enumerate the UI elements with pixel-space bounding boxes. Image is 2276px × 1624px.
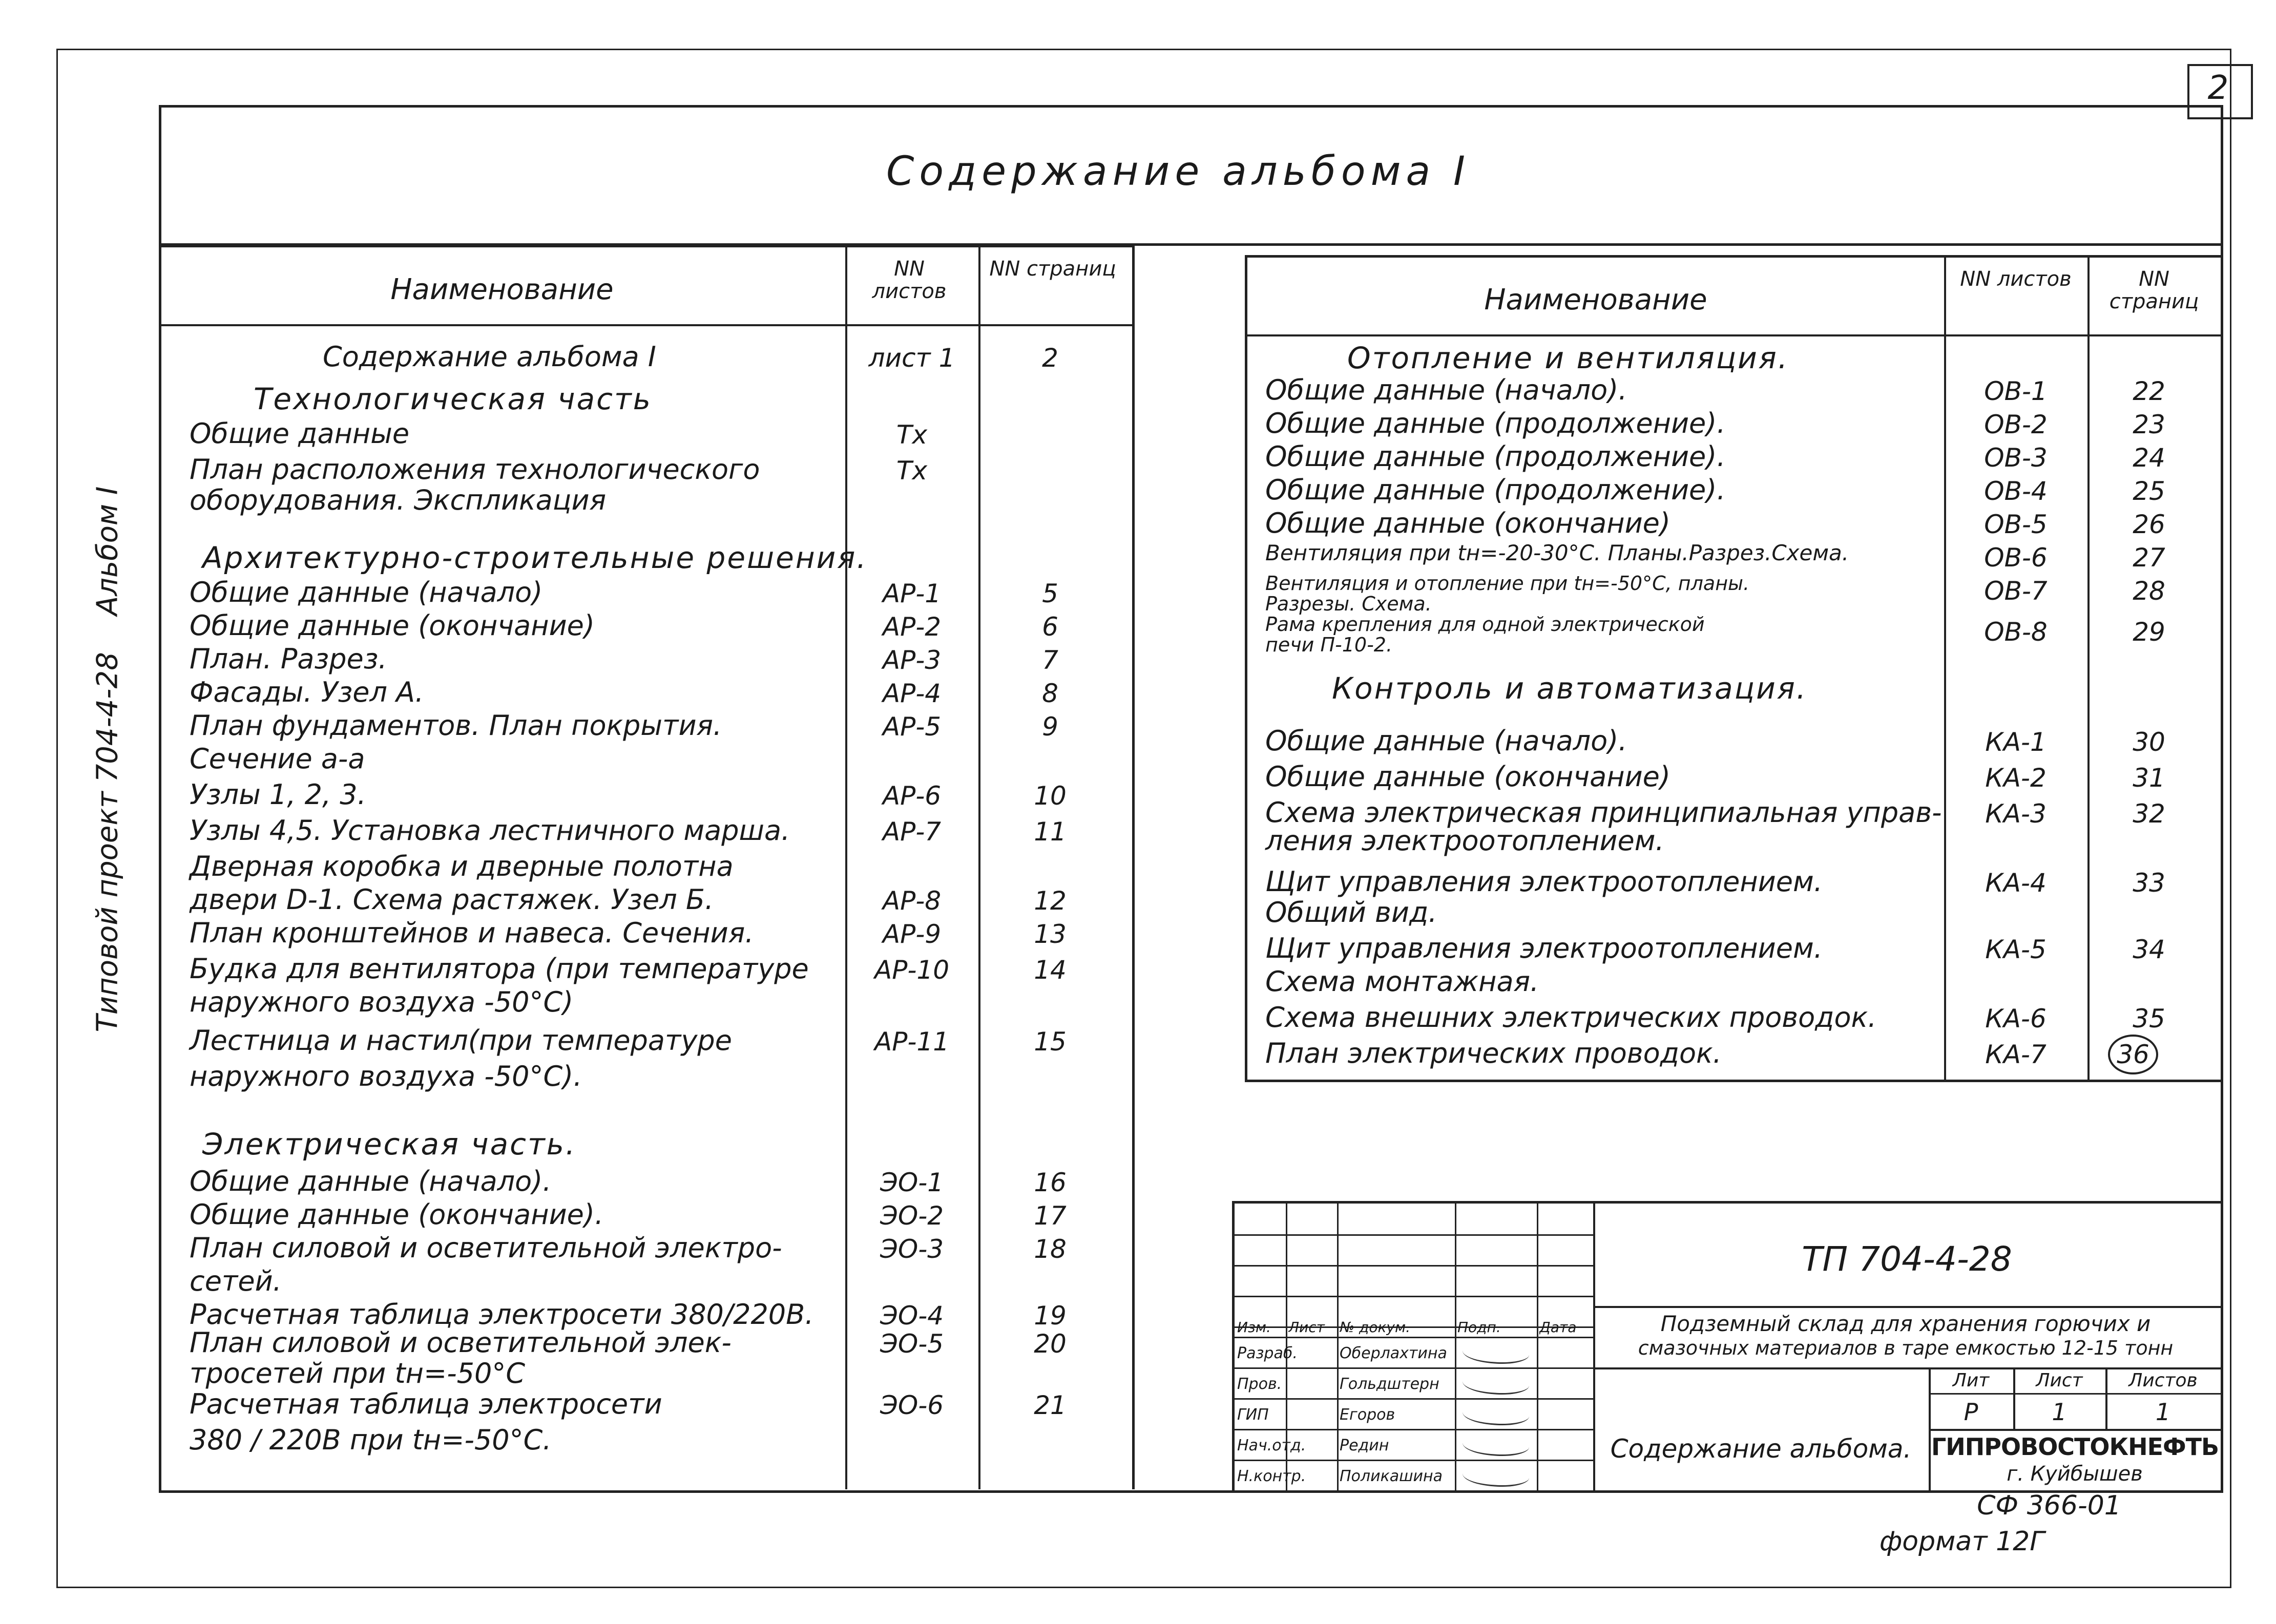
left-row-sheet: ЭО-4 xyxy=(880,1301,944,1331)
left-row-page: 7 xyxy=(1042,645,1058,675)
tb-person: Редин xyxy=(1340,1437,1389,1454)
right-row-page: 23 xyxy=(2133,410,2165,439)
left-section-heading: Архитектурно-строительные решения. xyxy=(202,540,868,575)
right-row-name: Схема внешних электрических проводок. xyxy=(1265,1001,1877,1034)
tb-h-org xyxy=(1929,1429,2221,1431)
left-row-name: Расчетная таблица электросети 380/220В. xyxy=(190,1298,814,1331)
left-row-page: 15 xyxy=(1034,1027,1067,1057)
left-row-name: Фасады. Узел А. xyxy=(190,676,424,708)
tb-v4 xyxy=(1537,1204,1538,1490)
right-row-page: 22 xyxy=(2133,376,2165,406)
left-row-page: 17 xyxy=(1034,1201,1067,1231)
right-row-sheet: КА-6 xyxy=(1985,1004,2047,1034)
right-row-sheet: ОВ-2 xyxy=(1984,410,2048,439)
tb-sheet: 1 xyxy=(2052,1398,2067,1426)
left-row-sheet: ЭО-3 xyxy=(880,1234,944,1264)
left-row-sheet: ЭО-1 xyxy=(880,1168,944,1197)
left-row-name: Общие данные (начало). xyxy=(190,1165,552,1197)
tb-stage: Р xyxy=(1964,1398,1978,1426)
left-row-sheet: АР-7 xyxy=(882,817,942,847)
right-section-heading: Контроль и автоматизация. xyxy=(1332,671,1808,706)
tb-col-header: № докум. xyxy=(1340,1319,1411,1336)
left-row-name: Расчетная таблица электросети xyxy=(190,1388,662,1420)
tb-h-name xyxy=(1593,1367,2221,1369)
right-row-page: 33 xyxy=(2133,868,2165,898)
tb-role: Нач.отд. xyxy=(1237,1437,1306,1454)
left-row-name: 380 / 220В при tн=-50°С. xyxy=(190,1424,552,1456)
tb-col-header: Дата xyxy=(1539,1319,1577,1336)
tb-sheets: 1 xyxy=(2155,1398,2171,1426)
tb-hline xyxy=(1235,1460,1593,1461)
right-row-name: Общие данные (начало). xyxy=(1265,725,1627,757)
tb-person: Поликашина xyxy=(1340,1467,1443,1485)
left-row-name: Общие данные xyxy=(190,417,410,450)
left-col-divider-1 xyxy=(845,247,847,1489)
tb-city: г. Куйбышев xyxy=(2007,1462,2143,1486)
left-row-sheet: АР-9 xyxy=(882,919,942,949)
left-row-name: План силовой и осветительной электро- xyxy=(190,1232,782,1264)
left-row-name: Общие данные (окончание). xyxy=(190,1198,604,1231)
left-row-name: Содержание альбома I xyxy=(323,341,656,373)
tb-org: ГИПРОВОСТОКНЕФТЬ xyxy=(1931,1433,2219,1461)
right-row-name: Общие данные (продолжение). xyxy=(1265,407,1726,439)
left-row-page: 20 xyxy=(1034,1329,1067,1359)
left-row-name: наружного воздуха -50°С). xyxy=(190,1060,582,1092)
left-row-sheet: ЭО-2 xyxy=(880,1201,944,1231)
right-row-sheet: ОВ-6 xyxy=(1984,543,2048,573)
left-row-name: План силовой и осветительной элек- xyxy=(190,1326,732,1359)
right-row-name: Схема электрическая принципиальная управ- xyxy=(1265,796,1942,829)
right-header-name: Наименование xyxy=(1484,283,1707,317)
left-row-name: оборудования. Экспликация xyxy=(190,484,607,516)
left-row-name: тросетей при tн=-50°С xyxy=(190,1357,526,1389)
right-row-sheet: ОВ-7 xyxy=(1984,576,2048,606)
tb-h-stage xyxy=(1929,1393,2221,1395)
tb-person: Егоров xyxy=(1340,1406,1395,1424)
left-row-page: 6 xyxy=(1042,612,1058,642)
tb-col-header: Лист xyxy=(1288,1319,1325,1336)
right-row-sheet: КА-1 xyxy=(1985,727,2047,757)
left-row-page: 11 xyxy=(1034,817,1067,847)
right-row-sheet: КА-2 xyxy=(1985,763,2047,793)
right-row-name: Схема монтажная. xyxy=(1265,965,1539,998)
right-header-line xyxy=(1247,334,2221,336)
right-row-page: 26 xyxy=(2133,510,2165,539)
left-row-sheet: АР-2 xyxy=(882,612,942,642)
right-row-page: 31 xyxy=(2133,763,2165,793)
right-row-name: Вентиляция и отопление при tн=-50°С, планы. xyxy=(1265,572,1750,595)
left-row-name: План кронштейнов и навеса. Сечения. xyxy=(190,917,754,949)
tb-person: Оберлахтина xyxy=(1340,1344,1447,1362)
right-row-name: Общие данные (окончание) xyxy=(1265,761,1671,793)
right-row-name: Щит управления электроотоплением. xyxy=(1265,866,1823,898)
tb-sheets-header: Листов xyxy=(2128,1370,2198,1391)
left-row-sheet: АР-8 xyxy=(882,886,942,916)
tb-col-header: Подп. xyxy=(1457,1319,1501,1336)
right-row-name: Общие данные (окончание) xyxy=(1265,507,1671,539)
tb-hline xyxy=(1235,1367,1593,1369)
left-header-pages: NN страниц xyxy=(989,257,1116,281)
right-row-page: 32 xyxy=(2133,799,2165,829)
right-header-pages: NN страниц xyxy=(2109,267,2199,313)
left-col-divider-2 xyxy=(978,247,980,1489)
right-row-page: 28 xyxy=(2133,576,2165,606)
tb-project-code: ТП 704-4-28 xyxy=(1802,1239,2012,1279)
right-row-sheet: ОВ-8 xyxy=(1984,617,2048,647)
left-section-heading: Технологическая часть xyxy=(254,382,652,416)
right-row-name: Общие данные (продолжение). xyxy=(1265,474,1726,506)
right-row-name: Рама крепления для одной электрической xyxy=(1265,613,1705,636)
left-row-sheet: АР-3 xyxy=(882,645,942,675)
tb-doc-title: Содержание альбома. xyxy=(1610,1434,1912,1464)
left-row-sheet: АР-11 xyxy=(874,1027,950,1057)
left-row-sheet: лист 1 xyxy=(868,343,955,373)
right-row-name: Общие данные (продолжение). xyxy=(1265,440,1726,473)
right-header-sheets: NN листов xyxy=(1960,267,2072,291)
right-row-name: Общие данные (начало). xyxy=(1265,374,1627,406)
tb-role: ГИП xyxy=(1237,1406,1269,1424)
left-row-sheet: ЭО-6 xyxy=(880,1390,944,1420)
left-row-page: 12 xyxy=(1034,886,1067,916)
left-row-name: План. Разрез. xyxy=(190,643,387,675)
left-row-sheet: Тх xyxy=(896,420,928,450)
right-row-name: ления электроотоплением. xyxy=(1265,825,1664,857)
right-row-sheet: КА-7 xyxy=(1985,1040,2047,1069)
right-row-sheet: ОВ-5 xyxy=(1984,510,2048,539)
tb-hline xyxy=(1235,1265,1593,1267)
right-row-page: 36 xyxy=(2108,1035,2158,1074)
tb-role: Пров. xyxy=(1237,1375,1282,1393)
page-number: 2 xyxy=(2207,69,2229,107)
right-row-name: Общий вид. xyxy=(1265,896,1437,929)
tb-project-name-2: смазочных материалов в таре емкостью 12-15 тонн xyxy=(1638,1337,2174,1359)
right-row-page: 35 xyxy=(2133,1004,2165,1034)
right-section-heading: Отопление и вентиляция. xyxy=(1347,341,1789,375)
tb-hline xyxy=(1235,1296,1593,1297)
left-row-name: Общие данные (окончание) xyxy=(190,609,595,642)
left-header-line xyxy=(159,324,1132,326)
right-row-name: Разрезы. Схема. xyxy=(1265,593,1432,615)
tb-role: Разраб. xyxy=(1237,1344,1298,1362)
tb-sheet-header: Лист xyxy=(2036,1370,2083,1391)
left-row-name: наружного воздуха -50°С) xyxy=(190,986,574,1018)
tb-hline xyxy=(1235,1337,1593,1338)
tb-v3 xyxy=(1455,1204,1456,1490)
left-header-sheets: NN листов xyxy=(872,257,947,303)
left-row-page: 5 xyxy=(1042,579,1058,608)
left-row-name: двери D-1. Схема растяжек. Узел Б. xyxy=(190,883,714,916)
tb-hline xyxy=(1235,1234,1593,1236)
left-row-page: 16 xyxy=(1034,1168,1067,1197)
left-header-name: Наименование xyxy=(390,273,614,306)
left-row-page: 19 xyxy=(1034,1301,1067,1331)
left-row-name: План расположения технологического xyxy=(190,453,760,486)
right-col-divider-1 xyxy=(1944,258,1946,1080)
format-label: формат 12Г xyxy=(1879,1526,2045,1557)
tb-col-header: Изм. xyxy=(1237,1319,1271,1336)
left-row-page: 18 xyxy=(1034,1234,1067,1264)
right-row-name: План электрических проводок. xyxy=(1265,1037,1722,1069)
left-row-name: Узлы 4,5. Установка лестничного марша. xyxy=(190,814,790,847)
tb-hline xyxy=(1235,1398,1593,1400)
left-row-page: 14 xyxy=(1034,955,1067,985)
right-row-name: Вентиляция при tн=-20-30°С. Планы.Разрез.Схема. xyxy=(1265,540,1849,565)
right-row-sheet: ОВ-3 xyxy=(1984,443,2048,473)
left-row-name: Лестница и настил(при температуре xyxy=(190,1024,732,1057)
tb-role: Н.контр. xyxy=(1237,1467,1306,1485)
left-row-sheet: Тх xyxy=(896,456,928,486)
right-row-page: 27 xyxy=(2133,543,2165,573)
left-row-name: сетей. xyxy=(190,1265,282,1297)
left-row-page: 10 xyxy=(1034,781,1067,811)
tb-person: Гольдштерн xyxy=(1340,1375,1439,1393)
tb-stage-header: Лит xyxy=(1952,1370,1990,1391)
left-row-page: 21 xyxy=(1034,1390,1067,1420)
left-row-sheet: АР-4 xyxy=(882,679,942,708)
left-row-name: Общие данные (начало) xyxy=(190,576,543,608)
left-row-page: 9 xyxy=(1042,712,1058,742)
tb-h-code xyxy=(1593,1306,2221,1308)
right-row-sheet: ОВ-1 xyxy=(1984,376,2048,406)
left-row-name: Дверная коробка и дверные полотна xyxy=(190,850,734,882)
doc-number: СФ 366-01 xyxy=(1977,1490,2121,1521)
right-row-page: 25 xyxy=(2133,476,2165,506)
right-row-page: 30 xyxy=(2133,727,2165,757)
left-row-name: План фундаментов. План покрытия. xyxy=(190,709,722,742)
right-row-sheet: КА-3 xyxy=(1985,799,2047,829)
right-row-sheet: КА-5 xyxy=(1985,935,2047,964)
left-row-page: 2 xyxy=(1042,343,1058,373)
left-row-page: 8 xyxy=(1042,679,1058,708)
tb-project-name-1: Подземный склад для хранения горючих и xyxy=(1660,1311,2151,1336)
right-row-sheet: КА-4 xyxy=(1985,868,2047,898)
side-stamp: Типовой проект 704-4-28 Альбом I xyxy=(91,486,124,1032)
right-row-page: 34 xyxy=(2133,935,2165,964)
left-section-heading: Электрическая часть. xyxy=(202,1127,577,1162)
left-row-name: Сечение а-а xyxy=(190,743,365,775)
left-row-sheet: ЭО-5 xyxy=(880,1329,944,1359)
left-row-name: Узлы 1, 2, 3. xyxy=(190,778,366,811)
right-row-sheet: ОВ-4 xyxy=(1984,476,2048,506)
left-row-sheet: АР-6 xyxy=(882,781,942,811)
right-row-name: Щит управления электроотоплением. xyxy=(1265,932,1823,964)
left-row-sheet: АР-1 xyxy=(882,579,942,608)
tb-hline xyxy=(1235,1429,1593,1430)
left-row-sheet: АР-10 xyxy=(874,955,950,985)
tb-v2 xyxy=(1337,1204,1339,1490)
right-row-page: 29 xyxy=(2133,617,2165,647)
right-row-page: 24 xyxy=(2133,443,2165,473)
left-row-name: Будка для вентилятора (при температуре xyxy=(190,953,809,985)
left-row-sheet: АР-5 xyxy=(882,712,942,742)
right-row-name: печи П-10-2. xyxy=(1265,634,1393,656)
page-title: Содержание альбома I xyxy=(886,149,1471,195)
left-row-page: 13 xyxy=(1034,919,1067,949)
title-block xyxy=(1232,1201,2221,1490)
